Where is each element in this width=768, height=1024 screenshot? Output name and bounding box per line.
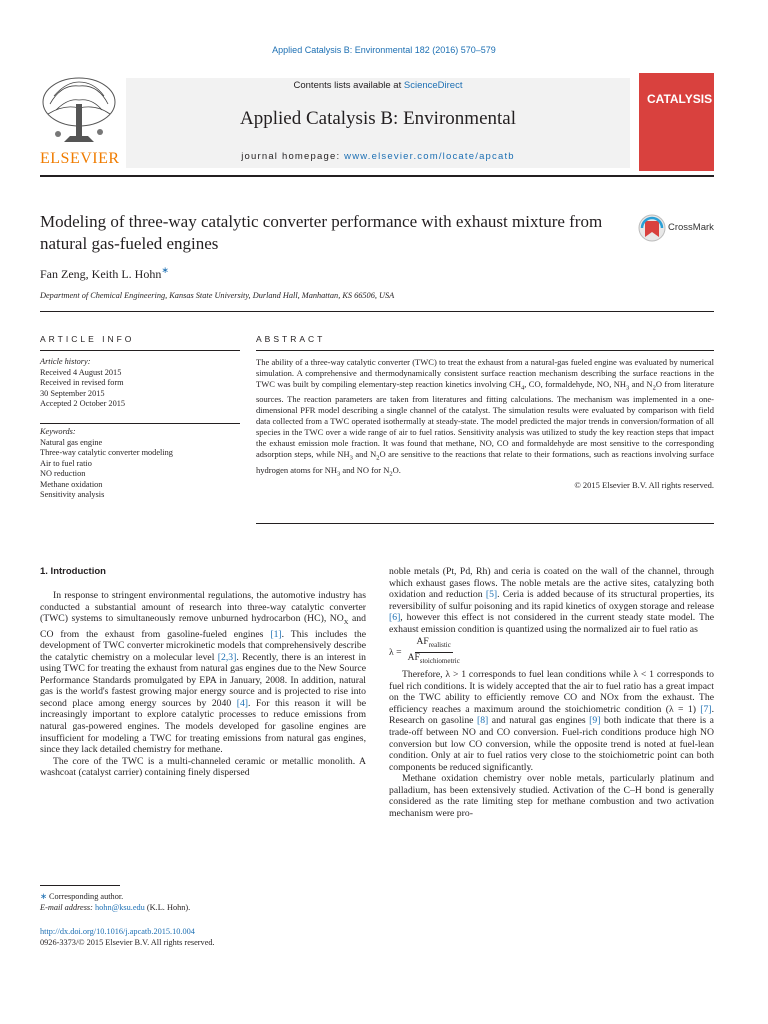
crossmark-badge[interactable] xyxy=(638,212,714,244)
history-line: Received 4 August 2015 xyxy=(40,367,122,377)
paragraph: Therefore, λ > 1 corresponds to fuel lean conditions while λ < 1 corresponds to fuel rich conditions. It is widely accepted that the air to fuel ratio has a great impact on the TWC ability to efficiently remove CO and NOx from the exhaust. The efficiency reaches a maximum around the stoichiometric condition (λ = 1) [7]. Research on gasoline [8] and natural gas engines [9] both indicate that there is a trade-off between NO and CO conversion. Fuel-rich conditions produce high NO conversion but low CO conversion, while the opposite trend is noted at fuel-lean condition. Only at air to fuel ratios very close to the stoichiometric point can both components be reduced significantly. xyxy=(389,669,714,773)
reference-link[interactable]: [9] xyxy=(589,715,601,727)
abstract-heading: ABSTRACT xyxy=(256,334,326,344)
subscript: 2 xyxy=(389,470,393,478)
paragraph: noble metals (Pt, Pd, Rh) and ceria is coated on the wall of the channel, through which exhaust gases flows. The noble metals are the active sites, catalyzing both oxidation and reduction [5]. Ceria is added because of its structural properties, its reversibility of sulfur poisoning and its rapid kinetics of oxygen storage and release [6], however this effect is not considered in the current steady state model. The exhaust emission condition is quantized using the normalized air to fuel ratio as xyxy=(389,566,714,635)
publisher-name: ELSEVIER xyxy=(40,150,120,167)
keywords-block xyxy=(40,427,240,501)
history-line: Received in revised form xyxy=(40,378,124,387)
reference-link[interactable]: [2,3] xyxy=(217,651,237,663)
history-line: 30 September 2015 xyxy=(40,388,105,398)
subscript: 3 xyxy=(626,384,630,392)
section-heading-introduction: 1. Introduction xyxy=(40,566,106,577)
article-title: Modeling of three-way catalytic converter performance with exhaust mixture from natural gas-fueled engines xyxy=(40,212,603,253)
left-column xyxy=(40,590,366,779)
reference-link[interactable]: [8] xyxy=(476,715,489,727)
subscript: 3 xyxy=(336,470,341,478)
abstract-body xyxy=(256,357,714,491)
journal-cover-image xyxy=(639,73,714,171)
contents-prefix: Contents lists available at xyxy=(293,80,404,91)
abstract-rule xyxy=(256,350,714,351)
subscript: 4 xyxy=(521,384,525,392)
crossmark-icon xyxy=(638,213,666,243)
keywords-rule xyxy=(40,423,240,424)
header-rule xyxy=(40,175,714,177)
corresponding-author-mark[interactable]: ∗ xyxy=(161,265,169,275)
footnote-mark: ∗ xyxy=(40,892,47,901)
history-label: Article history: xyxy=(40,357,91,366)
contents-line xyxy=(126,80,630,91)
subscript: 2 xyxy=(652,384,656,392)
author-list xyxy=(40,265,169,282)
reference-link[interactable]: [1] xyxy=(270,628,282,640)
affiliation: Department of Chemical Engineering, Kansas State University, Durland Hall, Manhattan, KS 66506, USA xyxy=(40,291,395,300)
abstract-text: O. xyxy=(392,464,401,475)
right-column xyxy=(389,566,714,819)
email-label: E-mail address: xyxy=(40,903,95,912)
article-info-heading: ARTICLE INFO xyxy=(40,334,135,344)
keyword: NO reduction xyxy=(40,469,86,478)
crossmark-label: CrossMark xyxy=(668,222,714,233)
journal-reference[interactable]: Applied Catalysis B: Environmental 182 (2016) 570–579 xyxy=(272,45,496,55)
abstract-bottom-rule xyxy=(256,523,714,524)
authors: Fan Zeng, Keith L. Hohn xyxy=(40,267,162,281)
sciencedirect-link[interactable]: ScienceDirect xyxy=(403,80,463,91)
abstract-text: The ability of a three-way catalytic converter (TWC) to treat the exhaust from a natural-gas fueled engine was evaluated by numerical simulation. A comprehensive and thermodynamically consistent surface reaction mechanism describing the surface reactions in the TWC was built by compiling elementary-step reaction kinetics involving CH xyxy=(256,357,714,389)
homepage-link[interactable]: www.elsevier.com/locate/apcatb xyxy=(344,151,515,162)
keyword: Sensitivity analysis xyxy=(40,490,105,499)
abstract-text: and N xyxy=(352,448,377,459)
keywords-label: Keywords: xyxy=(40,427,76,436)
abstract-text: and N xyxy=(629,378,653,389)
paragraph: Methane oxidation chemistry over noble metals, particularly platinum and palladium, has been extensively studied. Activation of the C–H bond is generally considered as the rate limiting step for methane combustion and two activation mechanism were pro- xyxy=(389,773,714,819)
keyword: Natural gas engine xyxy=(40,437,103,447)
abstract-text: and NO for N xyxy=(340,464,390,475)
abstract-copyright: © 2015 Elsevier B.V. All rights reserved. xyxy=(574,480,714,491)
doi-block xyxy=(40,926,215,948)
journal-title: Applied Catalysis B: Environmental xyxy=(240,108,516,129)
cover-title-text: CATALYSIS xyxy=(647,92,713,106)
reference-link[interactable]: [6] xyxy=(389,612,401,624)
author-email-link[interactable]: hohn@ksu.edu xyxy=(95,903,145,912)
keyword: Three-way catalytic converter modeling xyxy=(40,448,173,457)
keyword: Methane oxidation xyxy=(40,479,103,489)
subscript: 3 xyxy=(349,454,353,462)
equation-lambda xyxy=(389,637,714,667)
reference-link[interactable]: [7] xyxy=(700,703,712,715)
journal-homepage xyxy=(126,151,630,162)
article-history xyxy=(40,357,240,410)
equation-fraction: $\frac{AF_{realistic}}{AF_{stoichiometric}}$ xyxy=(407,637,460,665)
abstract-text: O from literature sources. The reaction parameters are taken from literatures and fitting calculations. The mechanism was implemented in a one-dimensional PFR model describing a single channel of the catalyst. The simulation results were evaluated by comparison with field data collected from a TWC operated isothermally at steady-state. The model predicted the major trends in conversion/formation of all species in the TWC over a wide range of air to fuel ratios. Sensitivity analysis was utilized to study the key reaction steps that impact the exhaust emission mole fraction. It was found that methane, NO, CO and formaldehyde are most sensitive to the corresponding adsorption steps, while NH xyxy=(256,378,715,459)
doi-link[interactable]: http://dx.doi.org/10.1016/j.apcatb.2015.10.004 xyxy=(40,927,195,936)
affiliation-rule xyxy=(40,311,714,312)
footnote-rule xyxy=(40,885,120,886)
equation-lhs: λ = xyxy=(389,646,402,658)
reference-link[interactable]: [5] xyxy=(485,589,498,601)
abstract-text: O are sensitive to the reactions that relate to their formations, such as reactions involving surface hydrogen atoms for NH xyxy=(256,448,714,475)
corresponding-author-footnote: ∗ Corresponding author. E-mail address: hohn@ksu.edu (K.L. Hohn). xyxy=(40,892,191,912)
abstract-text: , CO, formaldehyde, NO, NH xyxy=(524,378,627,389)
subscript: 2 xyxy=(376,454,380,462)
reference-link[interactable]: [4] xyxy=(236,697,249,709)
homepage-prefix: journal homepage: xyxy=(241,151,345,162)
history-line: Accepted 2 October 2015 xyxy=(40,399,126,408)
keyword: Air to fuel ratio xyxy=(40,458,92,468)
issn-copyright: 0926-3373/© 2015 Elsevier B.V. All rights reserved. xyxy=(40,938,215,947)
paragraph: In response to stringent environmental regulations, the automotive industry has conducted a substantial amount of research into three-way catalytic converter (TWC) systems to simultaneously remove unburned hydrocarbon (HC), $NO_X$ and CO from the exhaust from gasoline-fueled engines [1]. This includes the development of TWC converter microkinetic models that comprehensively describe the catalytic chemistry on a molecular level [2,3]. Recently, there is an interest in using TWC for treating the exhaust from natural gas engines due to the New Source Performance Standards promulgated by EPA in January, 2008. In addition, natural gas is the world's fastest growing major energy source and is projected to rise into second place among energy sources by 2040 [4]. For this reason it will be increasingly important to explore catalytic processes to reduce emissions from natural gas-powered engines. The models developed for gasoline engines are insufficient for modeling a TWC for treating emissions from natural gas engines, since they lack detailed chemistry for methane. xyxy=(40,590,367,756)
article-info-rule xyxy=(40,350,240,351)
paragraph: The core of the TWC is a multi-channeled ceramic or metallic monolith. A washcoat (catalyst carrier) containing finely dispersed xyxy=(40,755,366,779)
